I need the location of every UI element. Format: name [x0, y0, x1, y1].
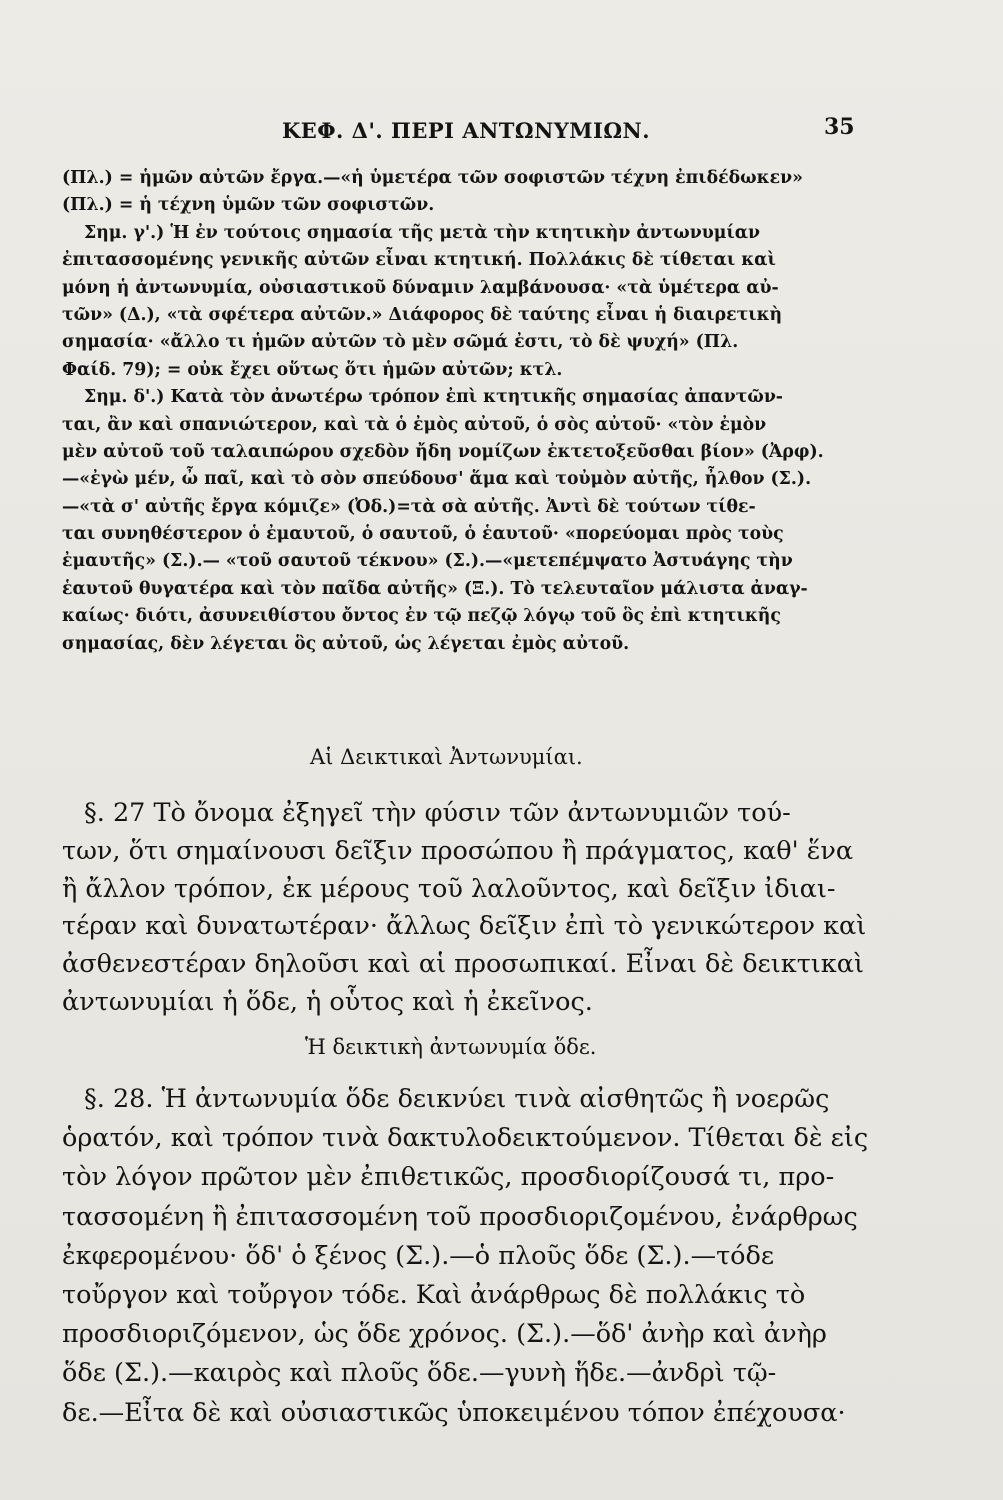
- body-line: τασσομένη ἢ ἐπιτασσομένη τοῦ προσδιοριζομένου, ἐνάρθρως: [62, 1201, 858, 1232]
- body-line: δε.—Εἶτα δὲ καὶ οὐσιαστικῶς ὑποκειμένου τόπον ἐπέχουσα·: [62, 1397, 846, 1428]
- running-head: ΚΕΦ. Δ'. ΠΕΡΙ ΑΝΤΩΝΥΜΙΩΝ.: [282, 118, 651, 143]
- note-line: ἑαυτοῦ θυγατέρα καὶ τὸν παῖδα αὐτῆς» (Ξ.). Τὸ τελευταῖον μάλιστα ἀναγ-: [62, 578, 808, 599]
- body-line: ἀντωνυμίαι ἡ ὅδε, ἡ οὗτος καὶ ἡ ἐκεῖνος.: [62, 986, 593, 1017]
- note-line: ται συνηθέστερον ὁ ἐμαυτοῦ, ὁ σαυτοῦ, ὁ ἑαυτοῦ· «πορεύομαι πρὸς τοὺς: [62, 524, 784, 545]
- note-line: Σημ. δ'.) Κατὰ τὸν ἀνωτέρω τρόπον ἐπὶ κτητικῆς σημασίας ἀπαντῶν-: [84, 387, 783, 408]
- body-line: προσδιοριζόμενον, ὡς ὅδε χρόνος. (Σ.).—ὅδ' ἀνὴρ καὶ ἀνὴρ: [62, 1319, 827, 1350]
- subsection-title: Ἡ δεικτικὴ ἀντωνυμία ὅδε.: [305, 1035, 597, 1059]
- note-line: σημασία· «ἄλλο τι ἡμῶν αὐτῶν τὸ μὲν σῶμά ἐστι, τὸ δὲ ψυχή» (Πλ.: [62, 332, 739, 353]
- body-line: τὸν λόγον πρῶτον μὲν ἐπιθετικῶς, προσδιορίζουσά τι, προ-: [62, 1162, 835, 1193]
- page-number: 35: [824, 114, 855, 140]
- section-title: Αἱ Δεικτικαὶ Ἀντωνυμίαι.: [310, 745, 583, 769]
- note-line: τῶν» (Δ.), «τὰ σφέτερα αὐτῶν.» Διάφορος δὲ ταύτης εἶναι ἡ διαιρετικὴ: [62, 304, 783, 325]
- body-line: ἀσθενεστέραν δηλοῦσι καὶ αἱ προσωπικαί. Εἶναι δὲ δεικτικαὶ: [62, 949, 864, 980]
- body-line: §. 28. Ἡ ἀντωνυμία ὅδε δεικνύει τινὰ αἰσθητῶς ἢ νοερῶς: [84, 1084, 830, 1114]
- body-line: §. 27 Τὸ ὄνομα ἐξηγεῖ τὴν φύσιν τῶν ἀντωνυμιῶν τού-: [84, 798, 791, 828]
- note-line: —«ἐγὼ μέν, ὦ παῖ, καὶ τὸ σὸν σπεύδουσ' ἅμα καὶ τοὐμὸν αὐτῆς, ἦλθον (Σ.).: [62, 469, 812, 490]
- note-line: μόνη ἡ ἀντωνυμία, οὐσιαστικοῦ δύναμιν λαμβάνουσα· «τὰ ὑμέτερα αὐ-: [62, 277, 779, 298]
- note-line: Σημ. γ'.) Ἡ ἐν τούτοις σημασία τῆς μετὰ τὴν κτητικὴν ἀντωνυμίαν: [84, 222, 761, 243]
- body-line: των, ὅτι σημαίνουσι δεῖξιν προσώπου ἢ πράγματος, καθ' ἕνα: [62, 835, 854, 866]
- page-header: [62, 114, 862, 150]
- note-line: Φαίδ. 79); = οὐκ ἔχει οὕτως ὅτι ἡμῶν αὐτῶν; κτλ.: [62, 359, 563, 380]
- note-line: ἐμαυτῆς» (Σ.).— «τοῦ σαυτοῦ τέκνου» (Σ.).—«μετεπέμψατο Ἀστυάγης τὴν: [62, 551, 793, 572]
- body-line: ὁρατόν, καὶ τρόπον τινὰ δακτυλοδεικτούμενον. Τίθεται δὲ εἰς: [62, 1123, 869, 1154]
- body-line: τέραν καὶ δυνατωτέραν· ἄλλως δεῖξιν ἐπὶ τὸ γενικώτερον καὶ: [62, 911, 867, 942]
- note-line: σημασίας, δὲν λέγεται ὃς αὐτοῦ, ὡς λέγεται ἐμὸς αὐτοῦ.: [62, 633, 630, 654]
- note-line: (Πλ.) = ἡ τέχνη ὑμῶν τῶν σοφιστῶν.: [62, 195, 435, 216]
- body-line: ἐκφερομένου· ὅδ' ὁ ξένος (Σ.).—ὁ πλοῦς ὅδε (Σ.).—τόδε: [62, 1240, 775, 1271]
- note-line: καίως· διότι, ἀσυνειθίστου ὄντος ἐν τῷ πεζῷ λόγῳ τοῦ ὃς ἐπὶ κτητικῆς: [62, 606, 781, 627]
- note-line: ται, ἂν καὶ σπανιώτερον, καὶ τὰ ὁ ἐμὸς αὐτοῦ, ὁ σὸς αὐτοῦ· «τὸν ἐμὸν: [62, 414, 767, 435]
- note-line: μὲν αὐτοῦ τοῦ ταλαιπώρου σχεδὸν ἤδη νομίζων ἐκτετοξεῦσθαι βίον» (Ἀρφ).: [62, 441, 824, 462]
- body-line: τοὔργον καὶ τοὔργον τόδε. Καὶ ἀνάρθρως δὲ πολλάκις τὸ: [62, 1279, 806, 1310]
- section-27-text: [62, 795, 872, 1022]
- notes-block: [62, 165, 872, 658]
- note-line: —«τὰ σ' αὐτῆς ἔργα κόμιζε» (Ὀδ.)=τὰ σὰ αὐτῆς. Ἀντὶ δὲ τούτων τίθε-: [62, 496, 756, 517]
- note-line: (Πλ.) = ἡμῶν αὐτῶν ἔργα.—«ἡ ὑμετέρα τῶν σοφιστῶν τέχνη ἐπιδέδωκεν»: [62, 168, 803, 188]
- section-28-text: [62, 1080, 872, 1433]
- body-line: ὅδε (Σ.).—καιρὸς καὶ πλοῦς ὅδε.—γυνὴ ἥδε.—ἀνδρὶ τῷ-: [62, 1358, 777, 1389]
- note-line: ἐπιτασσομένης γενικῆς αὐτῶν εἶναι κτητική. Πολλάκις δὲ τίθεται καὶ: [62, 250, 776, 271]
- body-line: ἢ ἄλλον τρόπον, ἐκ μέρους τοῦ λαλοῦντος, καὶ δεῖξιν ἰδιαι-: [62, 873, 836, 904]
